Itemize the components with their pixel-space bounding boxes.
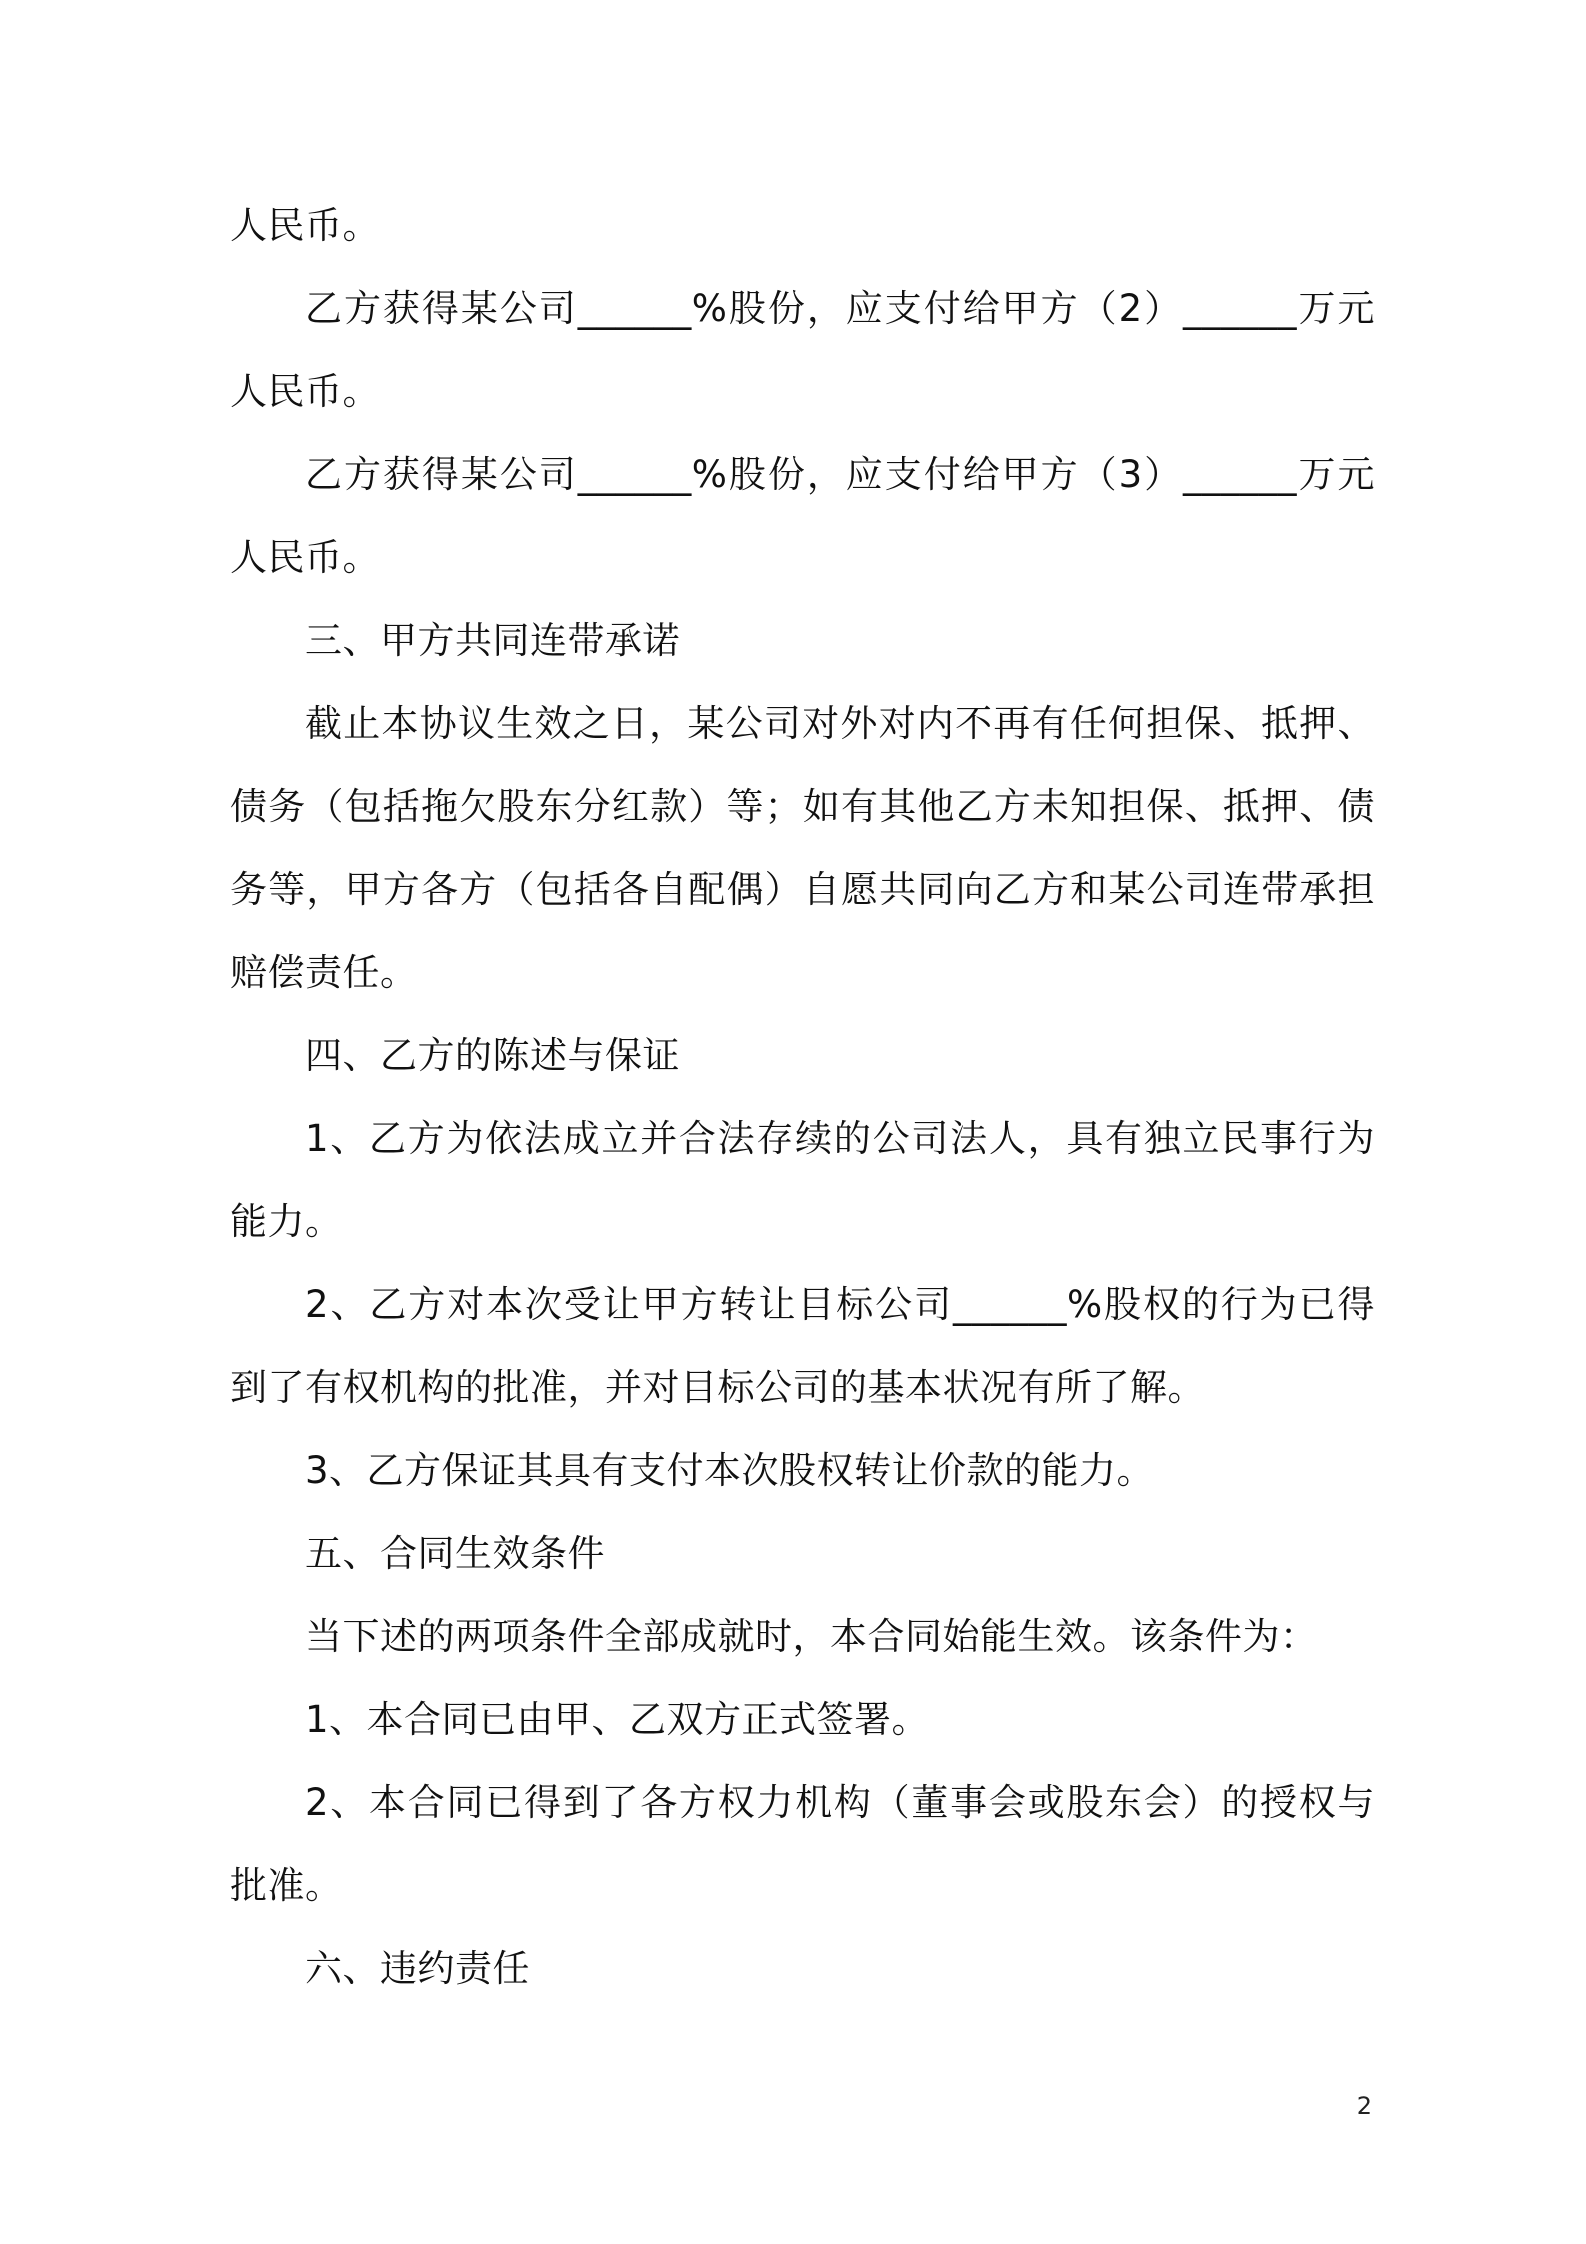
paragraph-share-payment-2: 乙方获得某公司______%股份，应支付给甲方（2）______万元人民币。 <box>230 287 1375 413</box>
section-heading-3: 三、甲方共同连带承诺 <box>305 619 680 662</box>
section-heading-6: 六、违约责任 <box>305 1947 530 1990</box>
paragraph-rmb-continuation: 人民币。 <box>230 204 380 247</box>
paragraph-condition-1: 1、本合同已由甲、乙双方正式签署。 <box>305 1698 930 1741</box>
paragraph-joint-liability: 截止本协议生效之日，某公司对外对内不再有任何担保、抵押、债务（包括拖欠股东分红款）等；如有其他乙方未知担保、抵押、债务等，甲方各方（包括各自配偶）自愿共同向乙方和某公司连带承担赔偿责任。 <box>230 702 1375 994</box>
page-number: 2 <box>1356 2092 1372 2120</box>
paragraph-warranty-3: 3、乙方保证其具有支付本次股权转让价款的能力。 <box>305 1449 1155 1492</box>
paragraph-warranty-2: 2、乙方对本次受让甲方转让目标公司______%股权的行为已得到了有权机构的批准，并对目标公司的基本状况有所了解。 <box>230 1283 1375 1409</box>
section-heading-4: 四、乙方的陈述与保证 <box>305 1034 680 1077</box>
document-body <box>230 184 1375 2010</box>
paragraph-conditions-intro: 当下述的两项条件全部成就时，本合同始能生效。该条件为： <box>305 1615 1318 1658</box>
section-heading-5: 五、合同生效条件 <box>305 1532 605 1575</box>
paragraph-condition-2: 2、本合同已得到了各方权力机构（董事会或股东会）的授权与批准。 <box>230 1781 1375 1907</box>
paragraph-warranty-1: 1、乙方为依法成立并合法存续的公司法人，具有独立民事行为能力。 <box>230 1117 1375 1243</box>
paragraph-share-payment-3: 乙方获得某公司______%股份，应支付给甲方（3）______万元人民币。 <box>230 453 1375 579</box>
